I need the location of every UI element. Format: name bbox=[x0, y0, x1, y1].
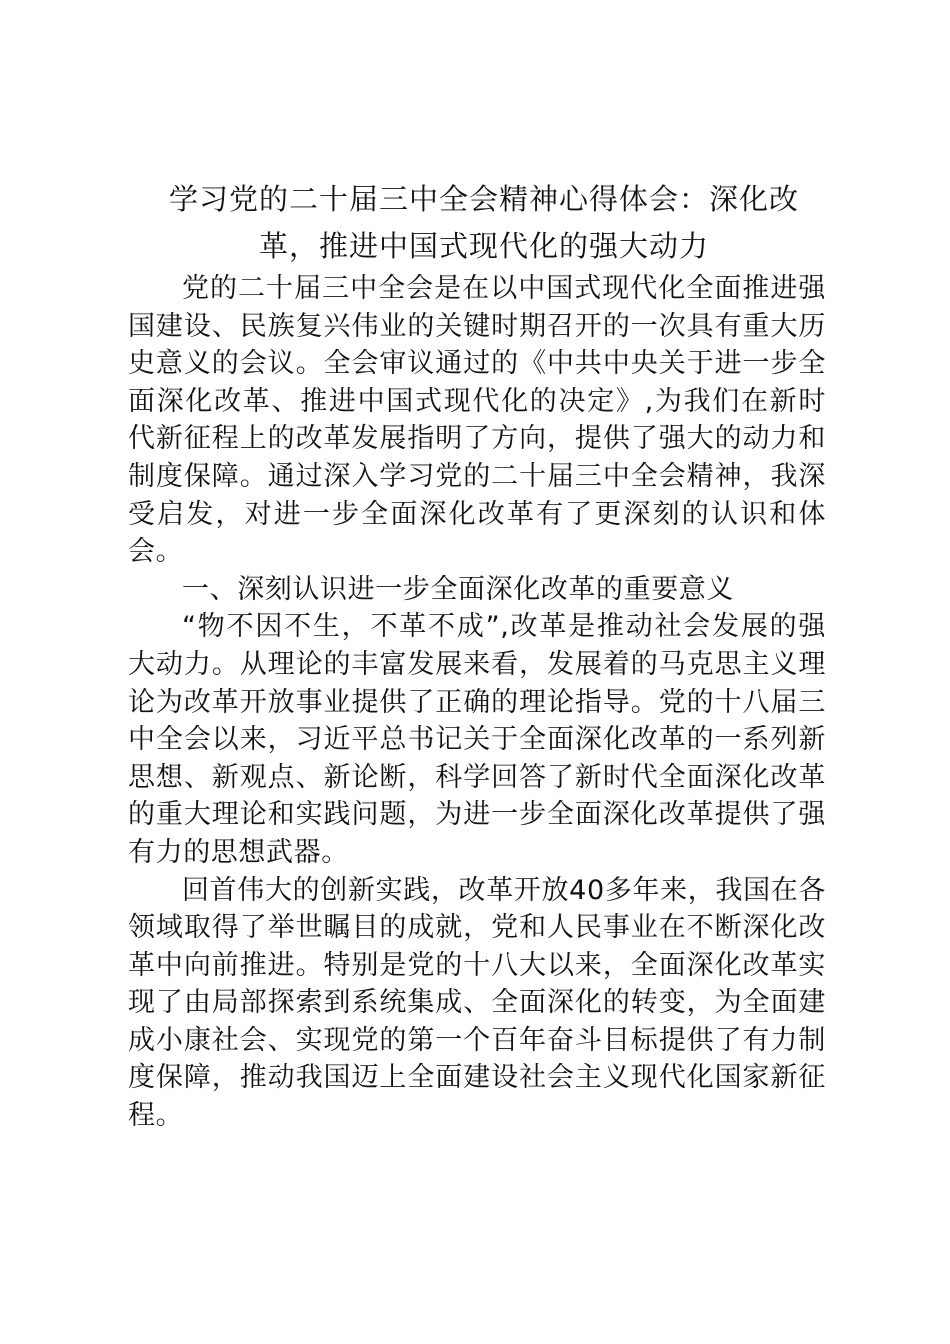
body-paragraph-2: “物不因不生，不革不成”,改革是推动社会发展的强大动力。从理论的丰富发展来看，发展着的马克思主义理论为改革开放事业提供了正确的理论指导。党的十八届三中全会以来，习近平总书记关于全面深化改革的一系列新思想、新观点、新论断，科学回答了新时代全面深化改革的重大理论和实践问题，为进一步全面深化改革提供了强有力的思想武器。 bbox=[128, 611, 826, 868]
document-title: 学习党的二十届三中全会精神心得体会：深化改革，推进中国式现代化的强大动力 bbox=[168, 182, 799, 263]
body-paragraph-3: 回首伟大的创新实践，改革开放40多年来，我国在各领域取得了举世瞩目的成就，党和人民事业在不断深化改革中向前推进。特别是党的十八大以来，全面深化改革实现了由局部探索到系统集成、全面深化的转变，为全面建成小康社会、实现党的第一个百年奋斗目标提供了有力制度保障，推动我国迈上全面建设社会主义现代化国家新征程。 bbox=[128, 874, 826, 1132]
intro-paragraph: 党的二十届三中全会是在以中国式现代化全面推进强国建设、民族复兴伟业的关键时期召开的一次具有重大历史意义的会议。全会审议通过的《中共中央关于进一步全面深化改革、推进中国式现代化的决定》,为我们在新时代新征程上的改革发展指明了方向，提供了强大的动力和制度保障。通过深入学习党的二十届三中全会精神，我深受启发，对进一步全面深化改革有了更深刻的认识和体会。 bbox=[128, 273, 826, 568]
document-body bbox=[128, 176, 826, 1135]
section-heading-1: 一、深刻认识进一步全面深化改革的重要意义 bbox=[182, 573, 734, 605]
